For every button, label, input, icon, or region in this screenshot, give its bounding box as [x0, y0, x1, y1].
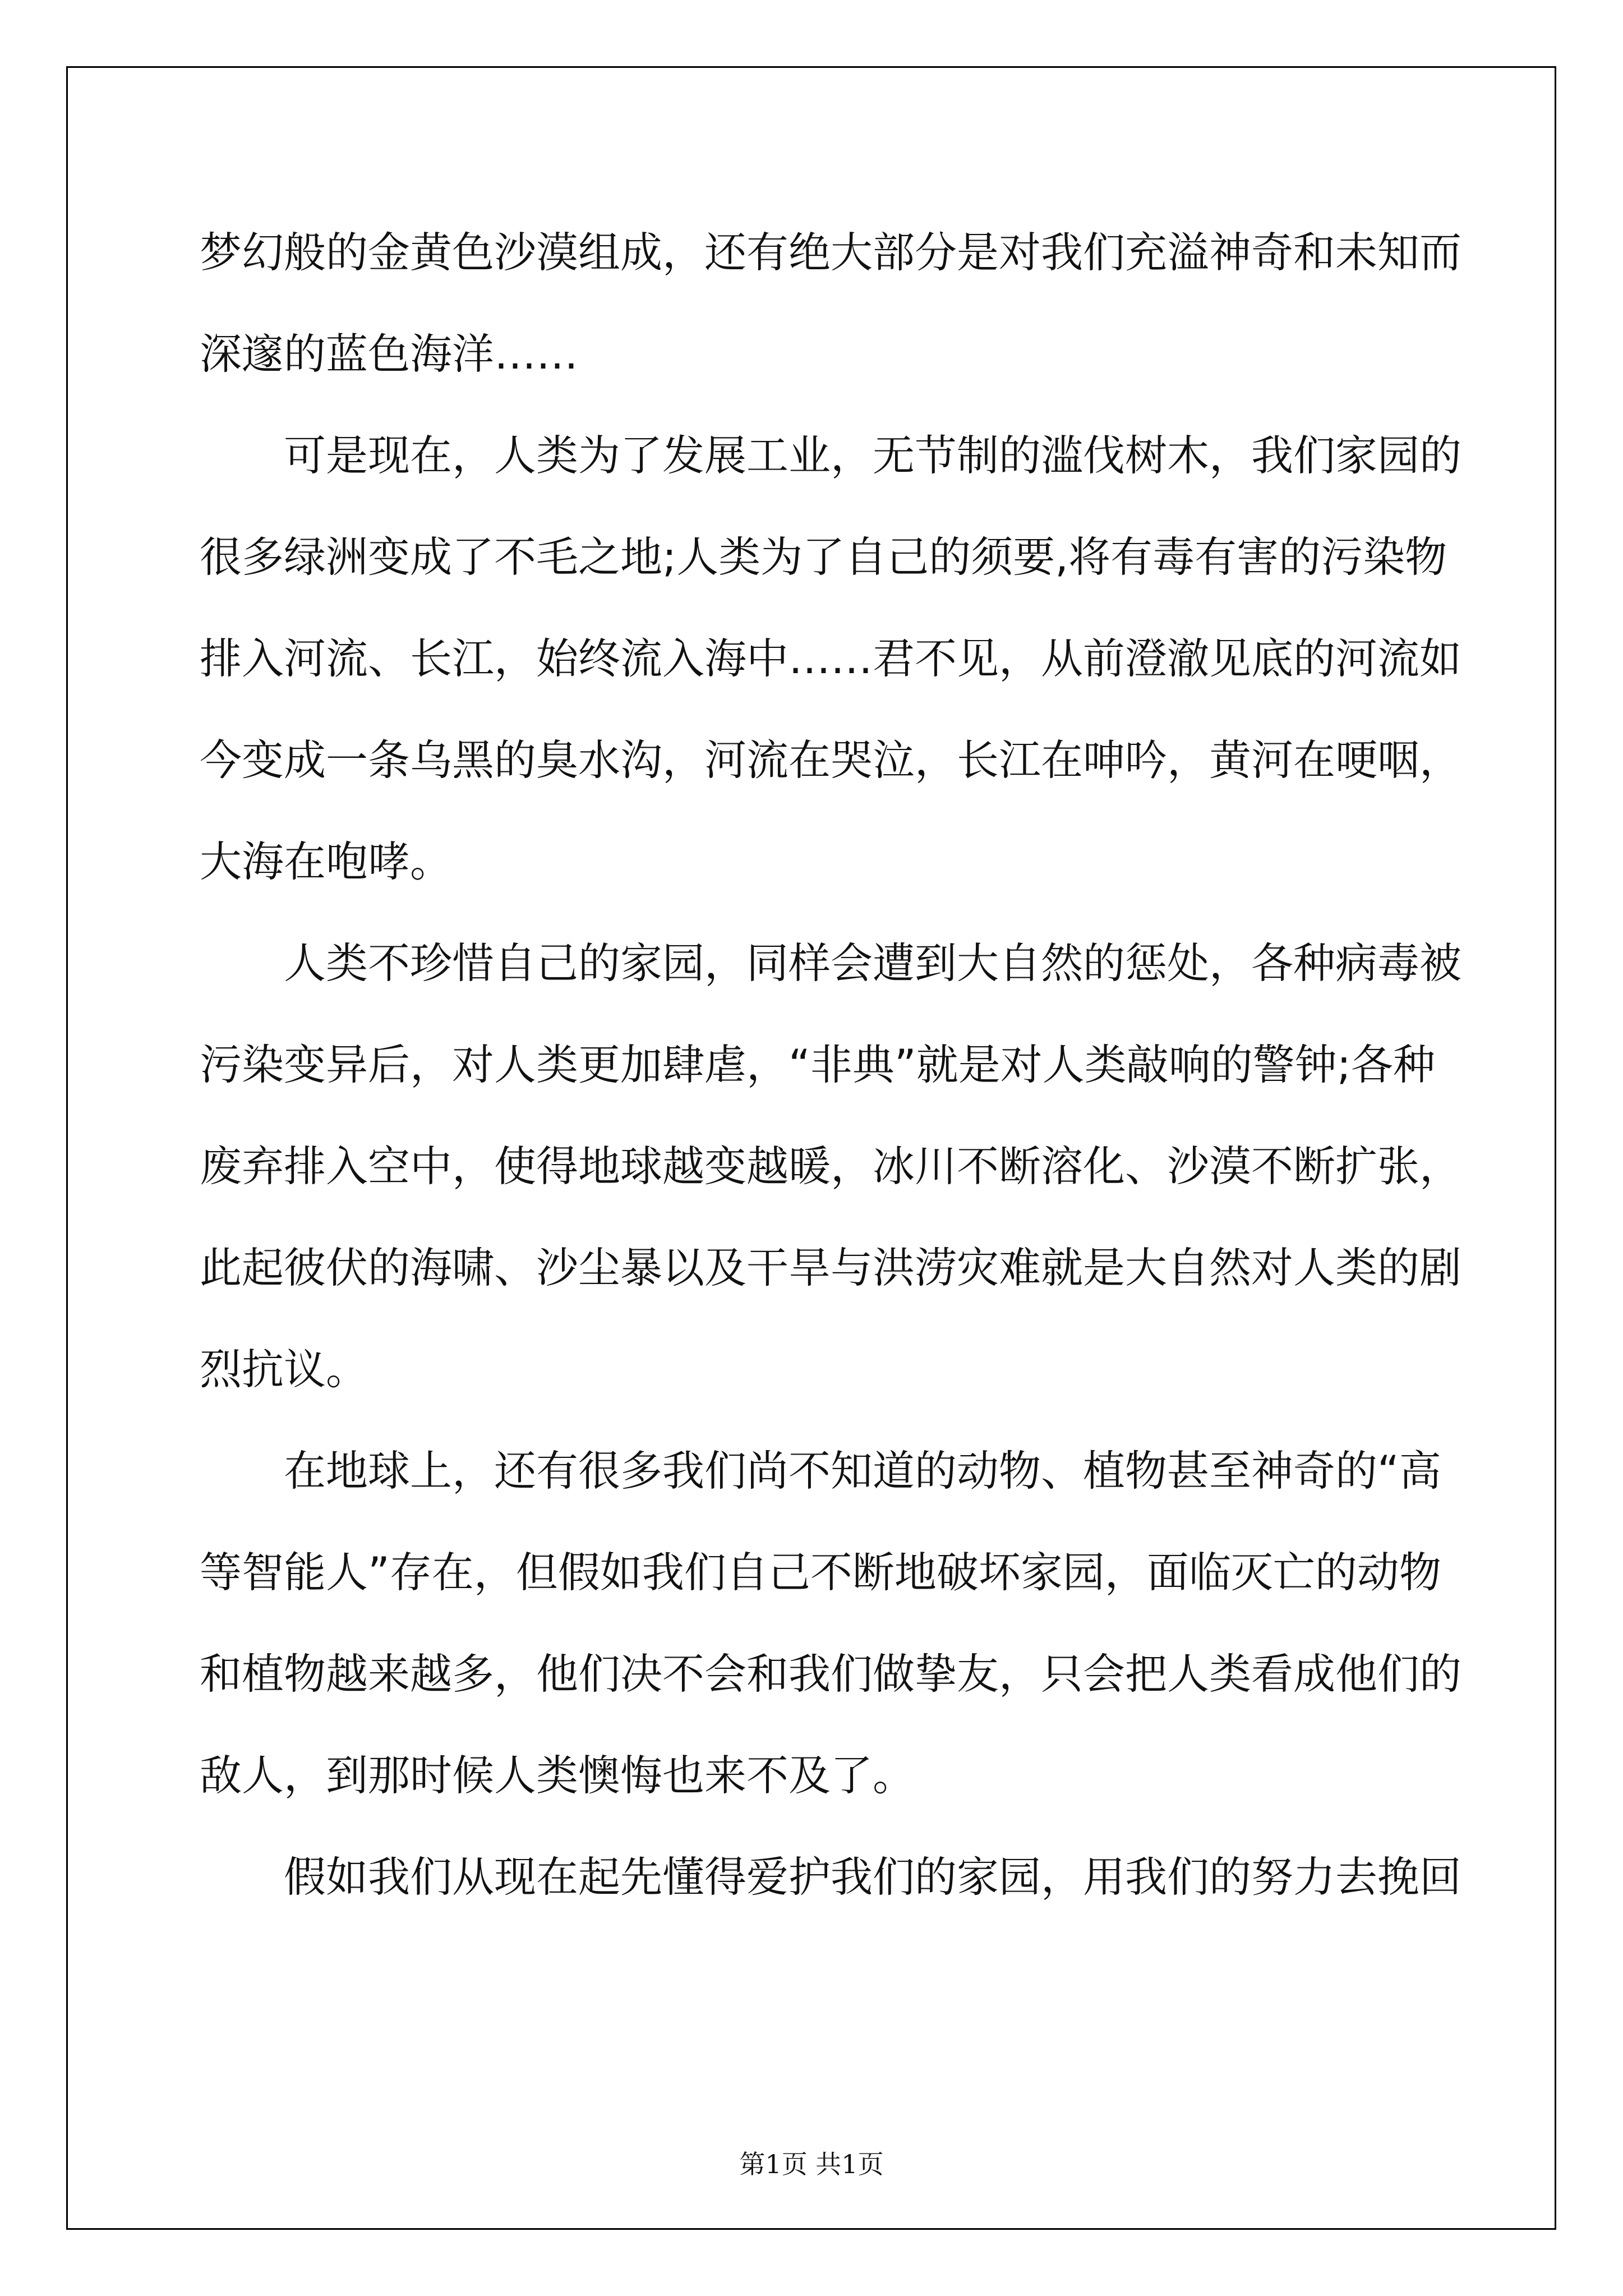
text-line-10: 废弃排入空中，使得地球越变越暖，冰川不断溶化、沙漠不断扩张，: [200, 1142, 1462, 1191]
text-line-5: 排入河流、长江，始终流入海中……君不见，从前澄澈见底的河流如: [200, 634, 1462, 683]
text-line-17: 假如我们从现在起先懂得爱护我们的家园，用我们的努力去挽回: [284, 1852, 1462, 1902]
text-line-12: 烈抗议。: [200, 1345, 368, 1394]
document-body: [200, 202, 1462, 1928]
page-footer: 第1页 共1页: [739, 2149, 884, 2179]
text-line-14: 等智能人”存在，但假如我们自己不断地破坏家园，面临灭亡的动物: [200, 1548, 1441, 1597]
text-line-3: 可是现在，人类为了发展工业，无节制的滥伐树木，我们家园的: [284, 431, 1462, 480]
text-line-9: 污染变异后，对人类更加肆虐，“非典”就是对人类敲响的警钟;各种: [200, 1040, 1435, 1089]
text-line-15: 和植物越来越多，他们决不会和我们做挚友，只会把人类看成他们的: [200, 1649, 1462, 1699]
text-line-8: 人类不珍惜自己的家园，同样会遭到大自然的惩处，各种病毒被: [284, 938, 1462, 988]
text-line-6: 今变成一条乌黑的臭水沟，河流在哭泣，长江在呻吟，黄河在哽咽，: [200, 735, 1462, 785]
text-line-4: 很多绿洲变成了不毛之地;人类为了自己的须要,将有毒有害的污染物: [200, 532, 1447, 582]
text-line-11: 此起彼伏的海啸、沙尘暴以及干旱与洪涝灾难就是大自然对人类的剧: [200, 1243, 1462, 1292]
text-line-1: 梦幻般的金黄色沙漠组成，还有绝大部分是对我们充溢神奇和未知而: [200, 228, 1462, 277]
text-line-2: 深邃的蓝色海洋……: [200, 329, 579, 379]
text-line-7: 大海在咆哮。: [200, 837, 453, 886]
text-line-16: 敌人，到那时候人类懊悔也来不及了。: [200, 1751, 915, 1800]
text-line-13: 在地球上，还有很多我们尚不知道的动物、植物甚至神奇的“高: [284, 1446, 1441, 1496]
